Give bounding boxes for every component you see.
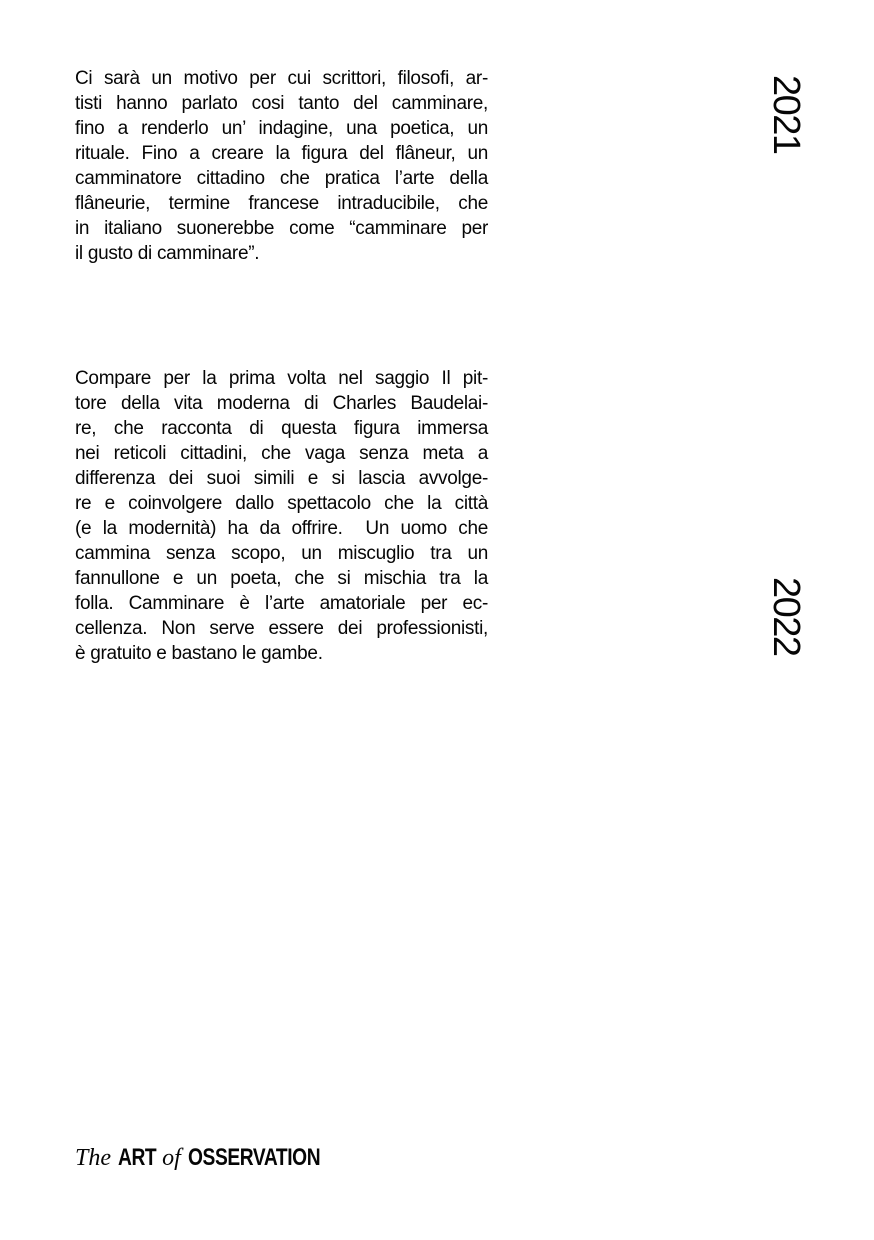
text-line: tore della vita moderna di Charles Baudelai- [75, 393, 488, 414]
text-line: Compare per la prima volta nel saggio Il pit- [75, 368, 488, 389]
footer-title [75, 1146, 353, 1170]
text-line: differenza dei suoi simili e si lascia avvolge- [75, 468, 488, 489]
text-line: cammina senza scopo, un miscuglio tra un [75, 543, 488, 564]
text-line: fino a renderlo un’ indagine, una poetica, un [75, 118, 488, 139]
text-line: cellenza. Non serve essere dei professionisti, [75, 618, 488, 639]
text-line: il gusto di camminare”. [75, 243, 260, 264]
text-line: è gratuito e bastano le gambe. [75, 643, 323, 664]
text-line: re e coinvolgere dallo spettacolo che la città [75, 493, 488, 514]
footer-word-of: of [162, 1145, 181, 1171]
footer-word-art: ART [117, 1144, 156, 1171]
text-line: re, che racconta di questa figura immersa [75, 418, 488, 439]
text-line: fannullone e un poeta, che si mischia tra la [75, 568, 488, 589]
text-line: in italiano suonerebbe come “camminare per [75, 218, 488, 239]
text-line: Ci sarà un motivo per cui scrittori, filosofi, ar- [75, 68, 488, 89]
margin-year-2022: 2022 [765, 577, 807, 656]
text-line: tisti hanno parlato cosi tanto del camminare, [75, 93, 488, 114]
text-line: folla. Camminare è l’arte amatoriale per ec- [75, 593, 488, 614]
text-line: camminatore cittadino che pratica l’arte della [75, 168, 488, 189]
footer-word-the: The [75, 1145, 111, 1171]
text-line: flâneurie, termine francese intraducibile, che [75, 193, 488, 214]
body-paragraph-1 [75, 66, 488, 266]
body-paragraph-2 [75, 366, 488, 666]
footer-word-osservation: OSSERVATION [187, 1144, 320, 1171]
text-line: (e la modernità) ha da offrire. Un uomo che [75, 518, 488, 539]
text-line: rituale. Fino a creare la figura del flâneur, un [75, 143, 488, 164]
text-line: nei reticoli cittadini, che vaga senza meta a [75, 443, 488, 464]
margin-year-2021: 2021 [765, 75, 807, 154]
